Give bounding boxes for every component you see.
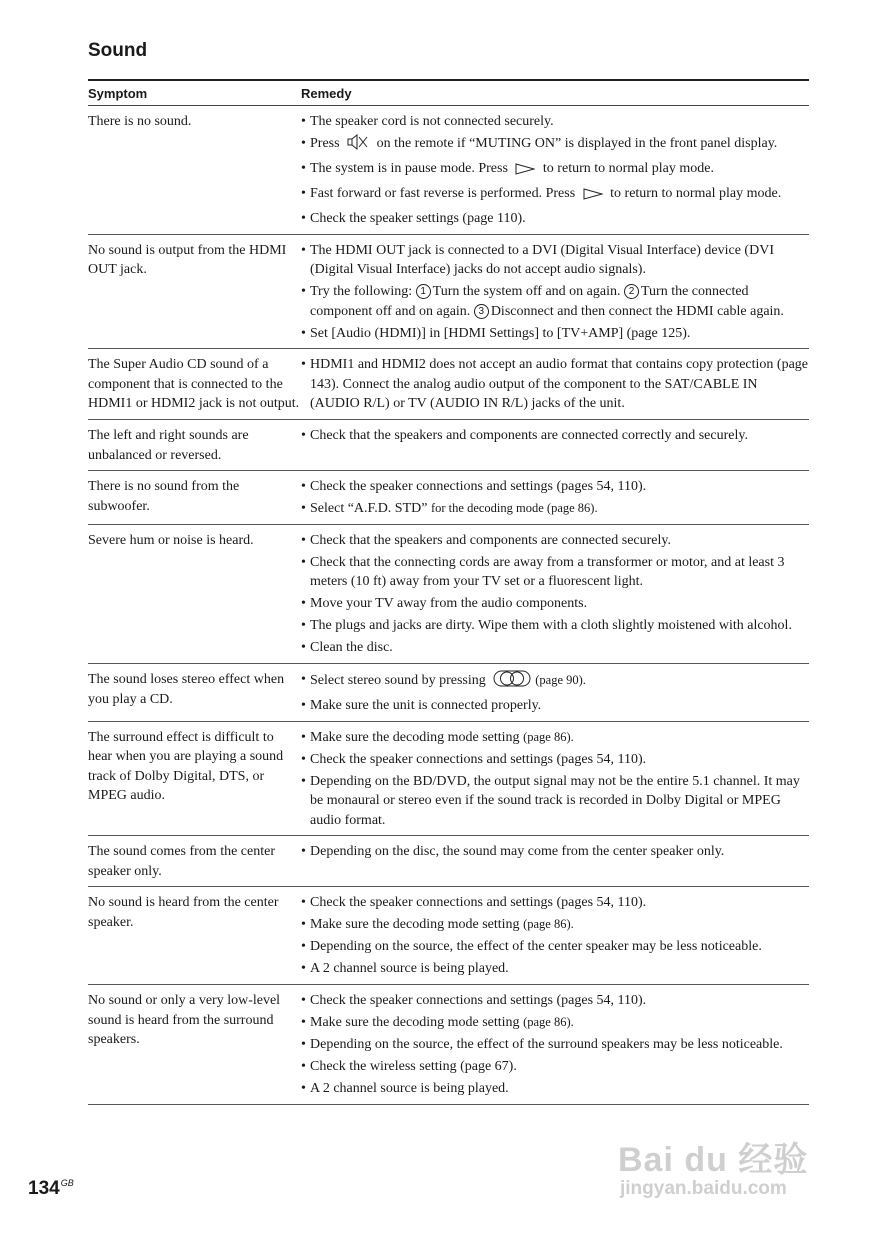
remedy-item: [301, 1013, 809, 1033]
remedy-item: [301, 594, 809, 614]
remedy-text: The HDMI OUT jack is connected to a DVI (Digital Visual Interface) device (DVI (Digital Visual Interface) jacks do not accept audio signals).: [310, 242, 774, 278]
table-row: [88, 722, 809, 837]
watermark: [618, 1112, 828, 1207]
table-row: [88, 985, 809, 1105]
table-row: [88, 349, 809, 420]
remedy-cell: [301, 471, 809, 524]
remedy-text: Check the speaker settings (page 110).: [310, 210, 526, 226]
remedy-text: (page 90).: [535, 672, 586, 687]
remedy-text: Check the wireless setting (page 67).: [310, 1058, 517, 1074]
remedy-text: Check that the speakers and components are connected securely.: [310, 532, 671, 548]
remedy-item: [301, 531, 809, 551]
remedy-item: [301, 750, 809, 770]
remedy-item: [301, 670, 809, 694]
symptom-cell: No sound or only a very low-level sound is heard from the surround speakers.: [88, 993, 281, 1048]
remedy-item: [301, 1057, 809, 1077]
remedy-item: [301, 638, 809, 658]
remedy-text: (page 86).: [523, 1015, 574, 1029]
remedy-cell: [301, 420, 809, 470]
remedy-header: Remedy: [301, 85, 352, 101]
remedy-text: Move your TV away from the audio components.: [310, 596, 588, 612]
watermark-logo: Bai du 经验: [618, 1141, 809, 1179]
remedy-text: A 2 channel source is being played.: [310, 1080, 509, 1096]
muting-icon: [347, 134, 369, 157]
remedy-text: Clean the disc.: [310, 640, 393, 656]
2ch-icon: [493, 670, 531, 694]
remedy-text: Turn the connected component off and on again.: [310, 284, 749, 319]
remedy-cell: [301, 664, 809, 721]
remedy-item: [301, 159, 809, 182]
remedy-text: Check the speaker connections and settings (pages 54, 110).: [310, 751, 647, 767]
step-number: 1: [416, 284, 431, 299]
remedy-text: Fast forward or fast reverse is performed. Press: [310, 185, 576, 201]
remedy-text: Make sure the unit is connected properly.: [310, 697, 542, 713]
symptom-cell: There is no sound from the subwoofer.: [88, 479, 240, 514]
remedy-item: [301, 355, 809, 414]
remedy-item: [301, 134, 809, 157]
remedy-item: [301, 499, 809, 519]
remedy-text: Check that the speakers and components are connected correctly and securely.: [310, 428, 748, 444]
remedy-text: Select “A.F.D. STD”: [310, 501, 428, 517]
remedy-cell: [301, 722, 809, 836]
remedy-cell: [301, 985, 809, 1104]
page-number-value: 134: [28, 1178, 60, 1199]
remedy-item: [301, 696, 809, 716]
symptom-cell: The sound loses stereo effect when you play a CD.: [88, 671, 285, 707]
remedy-item: [301, 282, 809, 321]
remedy-text: Depending on the BD/DVD, the output signal may not be the entire 5.1 channel. It may be monaural or stereo even if the sound track is recorded in Dolby Digital or MPEG audio format.: [310, 773, 800, 828]
symptom-cell: The left and right sounds are unbalanced or reversed.: [88, 428, 249, 463]
play-icon: [515, 162, 535, 182]
symptom-cell: No sound is heard from the center speaker.: [88, 895, 279, 931]
remedy-item: [301, 959, 809, 979]
remedy-text: (page 86).: [523, 917, 574, 932]
remedy-text: for the decoding mode (page 86).: [430, 501, 598, 516]
step-number: 2: [624, 284, 639, 299]
remedy-text: Select stereo sound by pressing: [310, 672, 486, 688]
remedy-text: Make sure the decoding mode setting: [310, 729, 520, 745]
remedy-cell: [301, 525, 809, 663]
remedy-text: The system is in pause mode. Press: [310, 160, 508, 176]
remedy-text: HDMI1 and HDMI2 does not accept an audio format that contains copy protection (page 143). Connect the analog audio output of the component to the SAT/CABLE IN (AUDIO R/L) or TV (AUDIO IN R/L) jacks of the unit.: [310, 357, 809, 412]
remedy-text: Depending on the disc, the sound may come from the center speaker only.: [310, 844, 725, 860]
remedy-item: [301, 616, 809, 636]
remedy-item: [301, 112, 809, 132]
remedy-text: Check the speaker connections and settings (pages 54, 110).: [310, 479, 647, 495]
remedy-item: [301, 842, 809, 862]
remedy-text: Press: [310, 135, 340, 151]
table-row: [88, 836, 809, 887]
remedy-item: [301, 937, 809, 957]
remedy-item: [301, 209, 809, 229]
table-row: [88, 525, 809, 664]
table-row: [88, 235, 809, 350]
troubleshooting-table: [88, 79, 809, 1105]
remedy-text: The speaker cord is not connected securely.: [310, 114, 554, 129]
remedy-item: [301, 426, 809, 446]
watermark-url: jingyan.baidu.com: [620, 1178, 787, 1199]
table-row: [88, 420, 809, 471]
remedy-cell: [301, 887, 809, 984]
remedy-text: Depending on the source, the effect of the surround speakers may be less noticeable.: [310, 1036, 783, 1052]
remedy-text: Disconnect and then connect the HDMI cable again.: [490, 303, 784, 319]
remedy-item: [301, 1035, 809, 1055]
table-row: [88, 887, 809, 985]
table-header: [88, 79, 809, 106]
remedy-text: Check that the connecting cords are away from a transformer or motor, and at least 3 meters (10 ft) away from your TV set or a fluorescent light.: [310, 554, 785, 590]
remedy-item: [301, 553, 809, 592]
remedy-text: (page 86).: [523, 729, 574, 744]
remedy-text: Try the following:: [310, 284, 413, 300]
remedy-cell: [301, 235, 809, 349]
symptom-cell: The sound comes from the center speaker only.: [88, 844, 275, 879]
play-icon: [583, 187, 603, 207]
symptom-cell: Severe hum or noise is heard.: [88, 532, 254, 548]
remedy-text: Depending on the source, the effect of the center speaker may be less noticeable.: [310, 939, 762, 955]
remedy-text: to return to normal play mode.: [610, 185, 782, 201]
remedy-item: [301, 991, 809, 1011]
table-row: [88, 106, 809, 235]
remedy-cell: [301, 836, 809, 886]
remedy-text: Check the speaker connections and settings (pages 54, 110).: [310, 895, 647, 911]
symptom-cell: The Super Audio CD sound of a component that is connected to the HDMI1 or HDMI2 jack is not output.: [88, 357, 300, 412]
symptom-cell: There is no sound.: [88, 114, 192, 129]
remedy-item: [301, 184, 809, 207]
remedy-text: Make sure the decoding mode setting: [310, 1015, 520, 1030]
table-body: [88, 106, 809, 1105]
table-row: [88, 664, 809, 722]
remedy-item: [301, 915, 809, 935]
remedy-item: [301, 893, 809, 913]
remedy-item: [301, 1079, 809, 1099]
remedy-text: The plugs and jacks are dirty. Wipe them with a cloth slightly moistened with alcohol.: [310, 618, 792, 634]
remedy-text: A 2 channel source is being played.: [310, 961, 509, 977]
remedy-item: [301, 241, 809, 280]
remedy-text: Turn the system off and on again.: [432, 284, 621, 300]
remedy-text: Check the speaker connections and settings (pages 54, 110).: [310, 993, 647, 1009]
remedy-text: to return to normal play mode.: [542, 160, 714, 176]
symptom-cell: The surround effect is difficult to hear when you are playing a sound track of Dolby Digital, DTS, or MPEG audio.: [88, 729, 284, 804]
page-title: Sound: [88, 40, 148, 61]
remedy-text: Set [Audio (HDMI)] in [HDMI Settings] to [TV+AMP] (page 125).: [310, 325, 691, 341]
step-number: 3: [474, 304, 489, 319]
remedy-text: on the remote if “MUTING ON” is displayed in the front panel display.: [376, 135, 778, 151]
table-row: [88, 471, 809, 525]
remedy-item: [301, 477, 809, 497]
remedy-item: [301, 772, 809, 831]
remedy-item: [301, 324, 809, 344]
page-number: [28, 1178, 74, 1200]
remedy-cell: [301, 106, 809, 234]
remedy-text: Make sure the decoding mode setting: [310, 917, 520, 933]
page-number-suffix: GB: [60, 1178, 74, 1188]
symptom-header: Symptom: [88, 85, 148, 101]
remedy-cell: [301, 349, 809, 419]
symptom-cell: No sound is output from the HDMI OUT jack.: [88, 242, 287, 278]
remedy-item: [301, 728, 809, 748]
